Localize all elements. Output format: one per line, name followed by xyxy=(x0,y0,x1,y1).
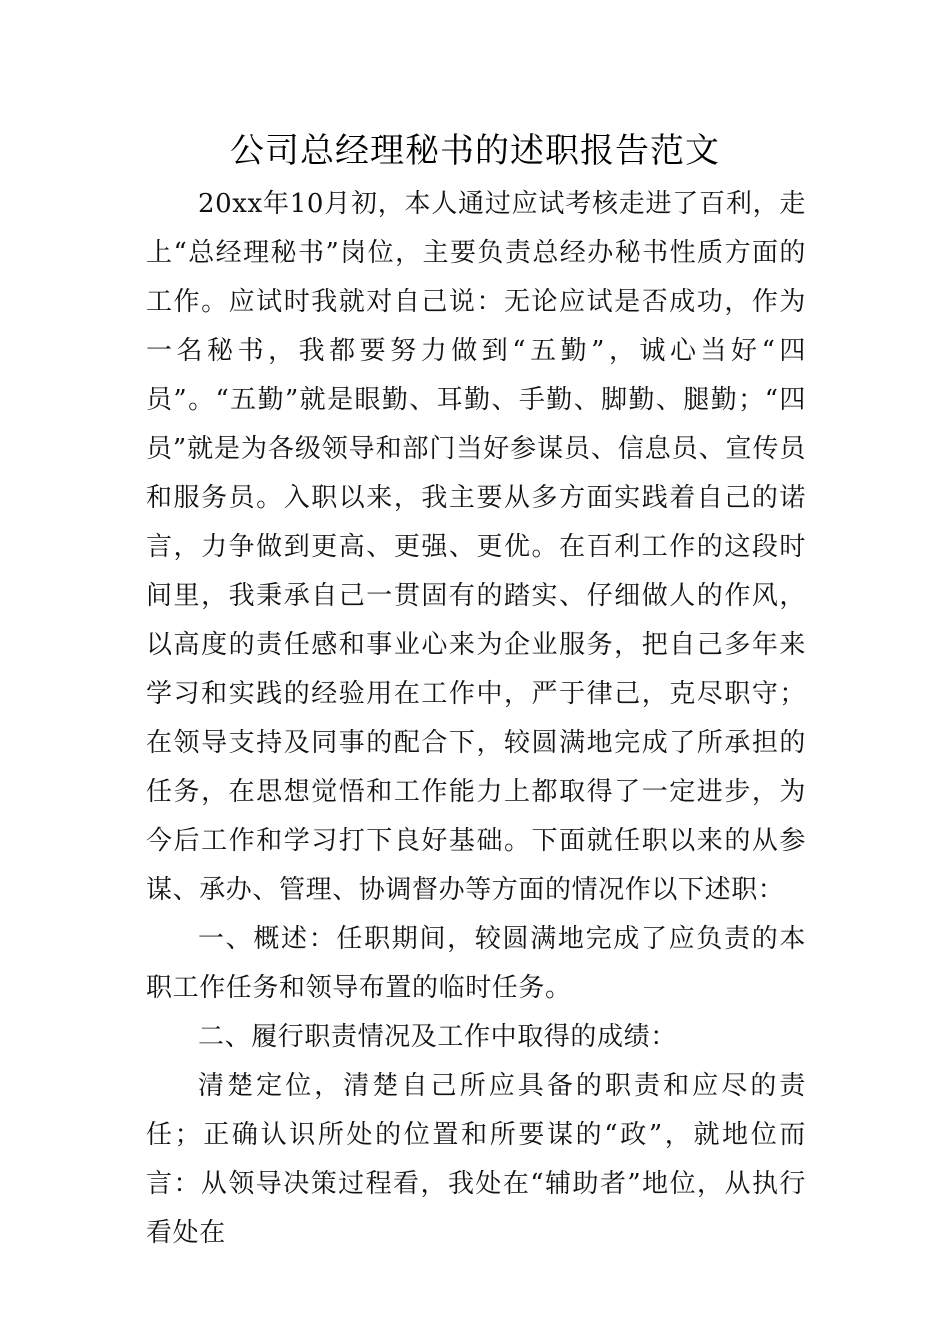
paragraph-duties-heading: 二、履行职责情况及工作中取得的成绩： xyxy=(198,1022,677,1052)
paragraph-overview: 一、概述：任职期间，较圆满地完成了应负责的本职工作任务和领导布置的临时任务。 xyxy=(146,924,806,1003)
document-body xyxy=(146,180,806,1258)
paragraph-intro: 20xx年10月初，本人通过应试考核走进了百利，走上“总经理秘书”岗位，主要负责总经办秘书性质方面的工作。应试时我就对自己说：无论应试是否成功，作为一名秘书，我都要努力做到“五勤”，诚心当好“四员”。“五勤”就是眼勤、耳勤、手勤、脚勤、腿勤；“四员”就是为各级领导和部门当好参谋员、信息员、宣传员和服务员。入职以来，我主要从多方面实践着自己的诺言，力争做到更高、更强、更优。在百利工作的这段时间里，我秉承自己一贯固有的踏实、仔细做人的作风，以高度的责任感和事业心来为企业服务，把自己多年来学习和实践的经验用在工作中，严于律己，克尽职守；在领导支持及同事的配合下，较圆满地完成了所承担的任务，在思想觉悟和工作能力上都取得了一定进步，为今后工作和学习打下良好基础。下面就任职以来的从参谋、承办、管理、协调督办等方面的情况作以下述职： xyxy=(146,189,806,905)
document-title: 公司总经理秘书的述职报告范文 xyxy=(230,131,720,171)
paragraph-positioning: 清楚定位，清楚自己所应具备的职责和应尽的责任；正确认识所处的位置和所要谋的“政”，就地位而言：从领导决策过程看，我处在“辅助者”地位，从执行看处在 xyxy=(146,1071,806,1248)
